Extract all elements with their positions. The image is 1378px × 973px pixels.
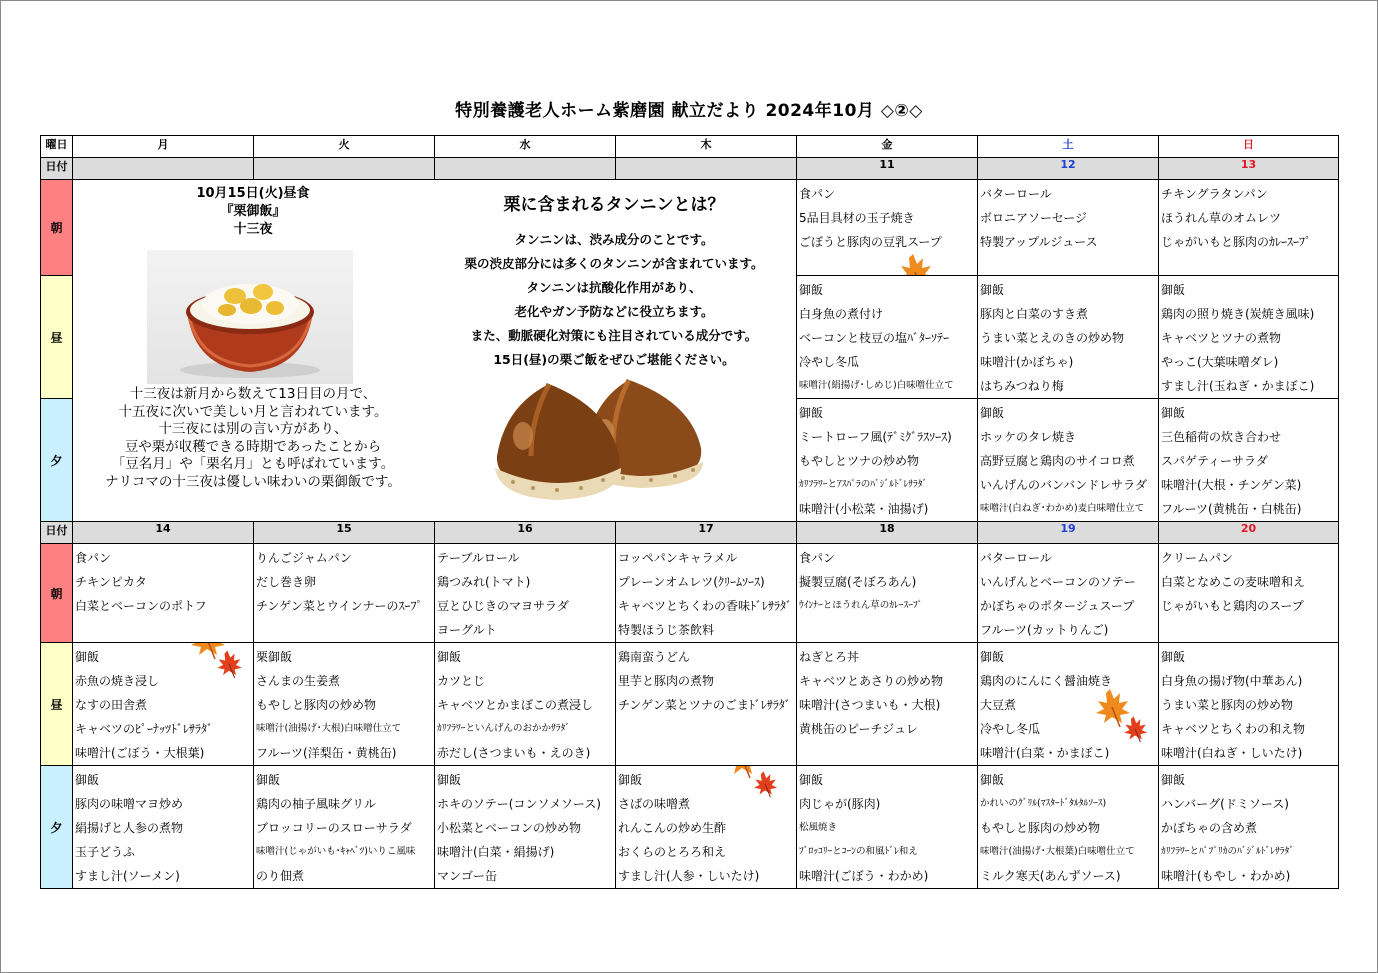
menu-item: 豚肉の味噌マヨ炒め — [75, 797, 184, 811]
menu-item: 鶏南蛮うどん — [618, 650, 691, 664]
menu-item: ミルク寒天(あんずソース) — [980, 869, 1121, 883]
tannin-line: 15日(昼)の栗ご飯をぜひご堪能ください。 — [493, 352, 735, 367]
date-cell: 14 — [73, 522, 254, 544]
menu-item: ブロッコリーのスローサラダ — [256, 821, 412, 835]
menu-item: ｶﾘﾌﾗﾜｰとﾊﾟﾌﾟﾘｶのﾊﾞｼﾞﾙﾄﾞﾚｻﾗﾀﾞ — [1161, 846, 1295, 857]
date-cell-sunday: 13 — [1159, 158, 1339, 180]
menu-item: やっこ(大葉味噌ダレ) — [1161, 355, 1279, 369]
menu-item: ベーコンと枝豆の塩ﾊﾞﾀｰｿﾃｰ — [799, 331, 950, 345]
menu-cell-sat-breakfast — [978, 180, 1159, 276]
menu-item: 高野豆腐と鶏肉のサイコロ煮 — [980, 454, 1135, 468]
meal-label-lunch: 昼 — [41, 276, 73, 399]
menu-item: テーブルロール — [437, 551, 520, 565]
menu-cell-dinner — [73, 766, 254, 889]
story-line: 十三夜は新月から数えて13日目の月で、 — [129, 386, 377, 402]
menu-item: 御飯 — [980, 406, 1005, 420]
menu-item: ホッケのタレ焼き — [980, 430, 1077, 444]
menu-item: 鶏つみれ(トマト) — [437, 575, 531, 589]
story-line: ナリコマの十三夜は優しい味わいの栗御飯です。 — [105, 473, 401, 490]
feature-area — [73, 180, 797, 522]
menu-item: スパゲティーサラダ — [1161, 454, 1268, 468]
menu-item: ボロニアソーセージ — [980, 211, 1088, 225]
menu-item: ｳｲﾝﾅｰとほうれん草のｶﾚｰｽｰﾌﾟ — [799, 600, 923, 611]
menu-item: 味噌汁(じゃがいも･ｷｬﾍﾞﾂ)いりこ風味 — [256, 846, 416, 857]
menu-cell-breakfast — [435, 544, 616, 643]
weekday-thu: 木 — [616, 136, 797, 158]
menu-item: りんごジャムパン — [256, 551, 352, 565]
menu-item: 小松菜とベーコンの炒め物 — [437, 821, 582, 835]
menu-item: おくらのとろろ和え — [618, 845, 727, 859]
menu-cell-lunch — [797, 643, 978, 766]
menu-item: ほうれん草のオムレツ — [1161, 211, 1282, 225]
menu-cell-sat-lunch — [978, 276, 1159, 399]
menu-item: 御飯 — [980, 650, 1005, 664]
meal-label-dinner: 夕 — [41, 399, 73, 522]
menu-item: 味噌汁(かぼちゃ) — [980, 355, 1074, 369]
menu-item: ｶﾘﾌﾗﾜｰといんげんのおかかｻﾗﾀﾞ — [437, 723, 571, 734]
menu-item: 豚肉と白菜のすき煮 — [980, 307, 1089, 321]
weekday-sun: 日 — [1159, 136, 1339, 158]
menu-item: 御飯 — [437, 773, 462, 787]
menu-item: クリームパン — [1161, 551, 1234, 565]
feature-dish: 『栗御飯』 — [220, 204, 286, 219]
menu-item: 赤魚の焼き浸し — [75, 674, 160, 688]
menu-cell-sun-breakfast — [1159, 180, 1339, 276]
menu-item: 御飯 — [980, 773, 1005, 787]
menu-cell-breakfast — [1159, 544, 1339, 643]
menu-item: 特製アップルジュース — [980, 235, 1098, 249]
menu-item: 肉じゃが(豚肉) — [799, 797, 881, 811]
menu-item: バターロール — [980, 551, 1052, 565]
menu-item: いんげんとベーコンのソテー — [980, 575, 1136, 589]
menu-item: もやしと豚肉の炒め物 — [980, 821, 1101, 835]
menu-cell-lunch — [1159, 643, 1339, 766]
menu-item: だし巻き卵 — [256, 575, 317, 589]
story-line: 「豆名月」や「栗名月」とも呼ばれています。 — [111, 456, 395, 472]
menu-item: じゃがいもと鶏肉のスープ — [1161, 599, 1304, 613]
menu-item: 松風焼き — [799, 822, 838, 833]
menu-item: もやしと豚肉の炒め物 — [256, 698, 377, 712]
menu-item: 鶏肉の照り焼き(炭焼き風味) — [1161, 307, 1315, 321]
menu-item: さばの味噌煮 — [618, 797, 691, 811]
menu-item: ごぼうと豚肉の豆乳スープ — [799, 235, 942, 249]
date-cell: 16 — [435, 522, 616, 544]
menu-item: 御飯 — [437, 650, 462, 664]
week1-date-row — [41, 158, 1339, 180]
week2-lunch-row — [41, 643, 1339, 766]
menu-cell-breakfast — [978, 544, 1159, 643]
menu-item: 食パン — [799, 187, 836, 201]
feature-event: 十三夜 — [233, 222, 273, 237]
menu-item: 絹揚げと人参の煮物 — [75, 821, 184, 835]
menu-item: 味噌汁(小松菜・油揚げ) — [799, 502, 929, 516]
story-line: 十五夜に次いで美しい月と言われています。 — [118, 403, 388, 420]
menu-cell-sat-dinner — [978, 399, 1159, 522]
chestnut-rice-photo — [147, 250, 353, 384]
meal-label-dinner: 夕 — [41, 766, 73, 889]
story-line: 豆や栗が収穫できる時期であったことから — [124, 438, 382, 455]
menu-cell-lunch — [435, 643, 616, 766]
menu-item: チンゲン菜とウインナーのｽｰﾌﾟ — [256, 599, 423, 613]
menu-item: マンゴー缶 — [437, 869, 498, 883]
menu-cell-fri-breakfast — [797, 180, 978, 276]
menu-item: なすの田舎煮 — [75, 698, 148, 712]
menu-item: 御飯 — [799, 406, 824, 420]
menu-cell-dinner — [1159, 766, 1339, 889]
menu-item: 味噌汁(白菜・かまぼこ) — [980, 746, 1110, 760]
tannin-feature — [433, 180, 795, 514]
menu-item: 味噌汁(ごぼう・わかめ) — [799, 869, 929, 883]
menu-item: 冷やし冬瓜 — [980, 722, 1041, 736]
menu-item: 味噌汁(さつまいも・大根) — [799, 698, 941, 712]
menu-item: チキングラタンパン — [1161, 187, 1268, 201]
menu-item: すまし汁(ソーメン) — [75, 869, 180, 883]
menu-item: コッペパンキャラメル — [618, 551, 738, 565]
menu-cell-breakfast — [616, 544, 797, 643]
menu-item: キャベツのﾋﾟｰﾅｯﾂﾄﾞﾚｻﾗﾀﾞ — [75, 722, 214, 736]
menu-item: 大豆煮 — [980, 698, 1017, 712]
menu-item: 御飯 — [980, 283, 1005, 297]
menu-item: 味噌汁(絹揚げ･しめじ)白味噌仕立て — [799, 380, 954, 391]
menu-item: 味噌汁(油揚げ･大根)白味噌仕立て — [256, 723, 402, 734]
menu-item: 白菜となめこの麦味噌和え — [1161, 575, 1306, 589]
menu-cell-breakfast — [254, 544, 435, 643]
tannin-line: タンニンは、渋み成分のことです。 — [514, 232, 714, 247]
menu-item: かれいのｸﾞﾘﾙ(ﾏｽﾀｰﾄﾞﾀﾙﾀﾙｿｰｽ) — [980, 798, 1107, 809]
menu-item: ヨーグルト — [437, 623, 497, 637]
menu-item: 黄桃缶のピーチジュレ — [799, 722, 919, 736]
weekday-sat: 土 — [978, 136, 1159, 158]
menu-item: じゃがいもと豚肉のｶﾚｰｽｰﾌﾟ — [1161, 235, 1312, 249]
week2-breakfast-row — [41, 544, 1339, 643]
menu-item: フルーツ(カットりんご) — [980, 623, 1109, 637]
date-cell — [254, 158, 435, 180]
menu-item: 味噌汁(ごぼう・大根葉) — [75, 746, 205, 760]
menu-item: かぼちゃのポタージュスープ — [980, 599, 1135, 613]
jusanya-feature — [73, 180, 433, 514]
maple-leaf-icon — [893, 252, 943, 276]
menu-item: 赤だし(さつまいも・えのき) — [437, 746, 591, 760]
date-cell: 18 — [797, 522, 978, 544]
menu-item: カツとじ — [437, 674, 486, 688]
date-cell: 15 — [254, 522, 435, 544]
menu-item: フルーツ(洋梨缶・黄桃缶) — [256, 746, 397, 760]
chestnut-illustration — [483, 370, 723, 504]
menu-item: 食パン — [799, 551, 836, 565]
menu-item: ミートローフ風(ﾃﾞﾐｸﾞﾗｽｿｰｽ) — [799, 430, 952, 444]
menu-cell-lunch — [616, 643, 797, 766]
date-cell: 17 — [616, 522, 797, 544]
menu-item: プレーンオムレツ(ｸﾘｰﾑｿｰｽ) — [618, 575, 765, 589]
menu-item: 栗御飯 — [256, 650, 293, 664]
menu-item: 味噌汁(油揚げ･大根葉)白味噌仕立て — [980, 846, 1135, 857]
menu-item: 味噌汁(大根・チンゲン菜) — [1161, 478, 1302, 492]
menu-item: 味噌汁(白ねぎ・しいたけ) — [1161, 746, 1303, 760]
date-cell — [435, 158, 616, 180]
date-cell-sunday: 20 — [1159, 522, 1339, 544]
menu-cell-lunch — [254, 643, 435, 766]
menu-item: 里芋と豚肉の煮物 — [618, 674, 715, 688]
menu-item: 味噌汁(白菜・絹揚げ) — [437, 845, 555, 859]
menu-cell-sun-dinner — [1159, 399, 1339, 522]
menu-item: もやしとツナの炒め物 — [799, 454, 920, 468]
menu-item: 御飯 — [75, 650, 100, 664]
date-cell: 11 — [797, 158, 978, 180]
menu-item: ｶﾘﾌﾗﾜｰとｱｽﾊﾟﾗのﾊﾞｼﾞﾙﾄﾞﾚｻﾗﾀﾞ — [799, 479, 928, 490]
meal-label-breakfast: 朝 — [41, 544, 73, 643]
menu-table — [40, 135, 1339, 889]
menu-item: 玉子どうふ — [75, 845, 136, 859]
menu-item: キャベツとあさりの炒め物 — [799, 674, 944, 688]
menu-item: 5品目具材の玉子焼き — [799, 211, 915, 225]
date-label: 日付 — [41, 158, 73, 180]
menu-item: 白身魚の煮付け — [799, 307, 884, 321]
menu-item: れんこんの炒め生酢 — [618, 821, 727, 835]
menu-item: いんげんのバンバンドレサラダ — [980, 478, 1148, 492]
menu-cell-dinner — [435, 766, 616, 889]
weekday-fri: 金 — [797, 136, 978, 158]
menu-item: 御飯 — [1161, 650, 1186, 664]
menu-cell-breakfast — [73, 544, 254, 643]
tannin-title: 栗に含まれるタンニンとは？ — [503, 195, 725, 215]
menu-cell-lunch — [73, 643, 254, 766]
menu-item: ホキのソテー(コンソメソース) — [437, 797, 601, 811]
menu-cell-fri-dinner — [797, 399, 978, 522]
menu-item: 冷やし冬瓜 — [799, 355, 860, 369]
menu-cell-lunch — [978, 643, 1159, 766]
menu-item: フルーツ(黄桃缶・白桃缶) — [1161, 502, 1302, 516]
maple-leaf-icon — [750, 770, 784, 800]
menu-item: キャベツとかまぼこの煮浸し — [437, 698, 594, 712]
menu-item: 御飯 — [1161, 283, 1186, 297]
menu-cell-breakfast — [797, 544, 978, 643]
menu-item: 味噌汁(もやし・わかめ) — [1161, 869, 1291, 883]
menu-item: チンゲン菜とツナのごまﾄﾞﾚｻﾗﾀﾞ — [618, 698, 791, 712]
menu-item: 白菜とベーコンのポトフ — [75, 599, 207, 613]
page-title: 特別養護老人ホーム紫磨園 献立だより 2024年10月 ◇②◇ — [455, 101, 923, 121]
menu-item: さんまの生姜煮 — [256, 674, 341, 688]
menu-item: 豆とひじきのマヨサラダ — [437, 599, 569, 613]
menu-item: すまし汁(玉ねぎ・かまぼこ) — [1161, 379, 1315, 393]
menu-item: すまし汁(人参・しいたけ) — [618, 869, 760, 883]
menu-item: 味噌汁(白ねぎ･わかめ)麦白味噌仕立て — [980, 503, 1145, 514]
menu-item: 特製ほうじ茶飲料 — [618, 623, 715, 637]
week1-breakfast-row — [41, 180, 1339, 276]
menu-item: キャベツとツナの煮物 — [1161, 331, 1282, 345]
menu-item: 御飯 — [256, 773, 281, 787]
menu-item: 鶏肉のにんにく醤油焼き — [980, 674, 1113, 688]
menu-item: かぼちゃの含め煮 — [1161, 821, 1258, 835]
menu-item: 御飯 — [1161, 406, 1186, 420]
feature-date: 10月15日(火)昼食 — [196, 186, 310, 201]
menu-item: バターロール — [980, 187, 1052, 201]
date-cell — [616, 158, 797, 180]
menu-item: うまい菜と豚肉の炒め物 — [1161, 698, 1294, 712]
maple-leaf-icon — [213, 649, 249, 681]
menu-cell-dinner — [797, 766, 978, 889]
menu-item: 御飯 — [799, 773, 824, 787]
tannin-line: 栗の渋皮部分には多くのタンニンが含まれています。 — [464, 256, 764, 271]
weekday-tue: 火 — [254, 136, 435, 158]
tannin-line: また、動脈硬化対策にも注目されている成分です。 — [470, 328, 758, 343]
date-label: 日付 — [41, 522, 73, 544]
menu-cell-sun-lunch — [1159, 276, 1339, 399]
tannin-line: タンニンは抗酸化作用があり、 — [526, 280, 702, 295]
menu-item: キャベツとちくわの香味ﾄﾞﾚｻﾗﾀﾞ — [618, 599, 793, 613]
menu-item: 擬製豆腐(そぼろあん) — [799, 575, 917, 589]
menu-item: キャベツとちくわの和え物 — [1161, 722, 1306, 736]
date-cell-saturday: 12 — [978, 158, 1159, 180]
menu-item: うまい菜とえのきの炒め物 — [980, 331, 1125, 345]
menu-item: 白身魚の揚げ物(中華あん) — [1161, 674, 1303, 688]
jusanya-story — [73, 386, 433, 491]
story-line: 十三夜には別の言い方があり、 — [158, 421, 348, 437]
tannin-line: 老化やガン予防などに役立ちます。 — [514, 304, 714, 319]
meal-label-lunch: 昼 — [41, 643, 73, 766]
menu-item: 御飯 — [1161, 773, 1186, 787]
menu-item: 御飯 — [618, 773, 643, 787]
menu-cell-dinner — [616, 766, 797, 889]
maple-leaf-icon — [1120, 715, 1154, 745]
date-cell-saturday: 19 — [978, 522, 1159, 544]
menu-item: チキンピカタ — [75, 575, 147, 589]
menu-cell-dinner — [254, 766, 435, 889]
menu-cell-dinner — [978, 766, 1159, 889]
menu-item: 御飯 — [75, 773, 100, 787]
menu-cell-fri-lunch — [797, 276, 978, 399]
menu-item: 食パン — [75, 551, 112, 565]
weekday-label: 曜日 — [41, 136, 73, 158]
menu-item: 鶏肉の柚子風味グリル — [256, 797, 377, 811]
menu-item: ﾌﾞﾛｯｺﾘｰとｺｰﾝの和風ﾄﾞﾚ和え — [799, 846, 918, 857]
menu-item: はちみつねり梅 — [980, 379, 1064, 393]
week2-date-row — [41, 522, 1339, 544]
menu-item: ハンバーグ(ドミソース) — [1161, 797, 1289, 811]
meal-label-breakfast: 朝 — [41, 180, 73, 276]
menu-item: 御飯 — [799, 283, 824, 297]
menu-item: 三色稲荷の炊き合わせ — [1161, 430, 1282, 444]
week2-dinner-row — [41, 766, 1339, 889]
weekday-header-row — [41, 136, 1339, 158]
weekday-mon: 月 — [73, 136, 254, 158]
date-cell — [73, 158, 254, 180]
weekday-wed: 水 — [435, 136, 616, 158]
menu-item: のり佃煮 — [256, 869, 305, 883]
menu-item: ねぎとろ丼 — [799, 650, 860, 664]
